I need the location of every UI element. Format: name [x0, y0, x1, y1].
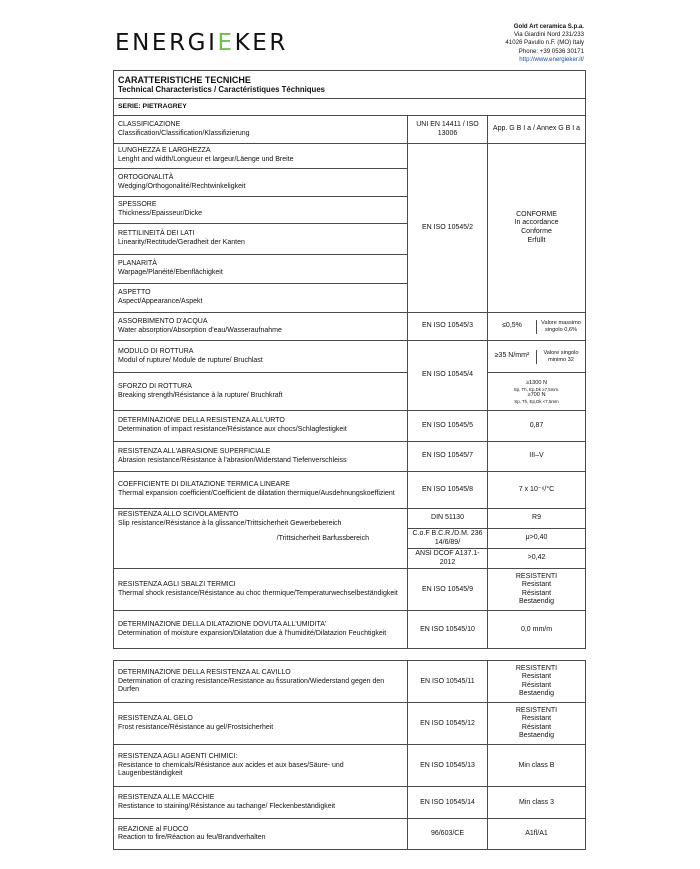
address-phone: Phone: +39 0536 30171 — [518, 47, 584, 55]
table-row: COEFFICIENTE DI DILATAZIONE TERMICA LINEARE Thermal expansion coefficient/Coefficient de dilatation thermique/Ausdehnungskoeffizient EN ISO 10545/8 7 x 10⁻⁶/°C — [114, 472, 586, 509]
series-name: SERIE: PIETRAGREY — [114, 99, 586, 116]
website-link[interactable]: http://www.energieker.it/ — [519, 55, 584, 63]
table-row: RESISTENZA AGLI AGENTI CHIMICI: Resistance to chemicals/Résistance aux acides et aux bases/Säure- und Laugenbeständigkeit EN ISO 10545/13 Min class B — [114, 745, 586, 787]
address-street: Via Giardini Nord 231/233 — [513, 31, 584, 39]
logo-accent-letter: E — [217, 30, 235, 56]
table-title: CARATTERISTICHE TECNICHE Technical Characteristics / Caractéristiques Téchniques — [114, 71, 586, 99]
table-row: DETERMINAZIONE DELLA RESISTENZA ALL'URTO Determination of impact resistance/Résistance aux chocs/Schlagfestigkeit EN ISO 10545/5 0,87 — [114, 411, 586, 442]
table-row: PLANARITÀ Warpage/Planéité/Ebenflächigkeit — [114, 255, 586, 284]
table-row: LUNGHEZZA E LARGHEZZA Lenght and width/Longueur et largeur/Läenge und Breite EN ISO 10545/2 CONFORME In accordance Conforme Erfüllt — [114, 144, 586, 169]
table-row: RESISTENZA AGLI SBALZI TERMICI Thermal shock resistance/Résistance au choc thermique/Temperaturwechselbeständigkeit EN ISO 10545/9 RESISTENTI Resistant Résistant Bestaendig — [114, 569, 586, 611]
table-row: SPESSORE Thickness/Epaisseur/Dicke — [114, 197, 586, 224]
table-row: ANSI DCOF A137.1-2012 >0,42 — [114, 549, 586, 569]
company-name: Gold Art ceramica S.p.a. — [513, 23, 584, 30]
table-row: RESISTENZA ALLO SCIVOLAMENTO Slip resistance/Résistance à la glissance/Trittsicherheit Gewerbebereich /Trittsicherheit Barfussbereich DIN 51130 R9 — [114, 509, 586, 529]
table-row: SFORZO DI ROTTURA Breaking strength/Résistance à la rupture/ Bruchkraft ≥1300 N Sp, Th, Ep,Dk ≥7,5mm. ≥700 N Sp, Th, Ep,Dk <7,5mm — [114, 373, 586, 411]
table-row: RESISTENZA ALL'ABRASIONE SUPERFICIALE Abrasion resistance/Résistance à l'abrasion/Widerstand Tiefenverschleiss EN ISO 10545/7 III–V — [114, 442, 586, 472]
table-row: REAZIONE al FUOCO Reaction to fire/Réaction au feu/Brandverhalten 96/603/CE A1fl/A1 — [114, 819, 586, 850]
table-row: ORTOGONALITÀ Wedging/Orthogonalité/Rechtwinkeligkeit — [114, 169, 586, 197]
group-conformity: CONFORME In accordance Conforme Erfüllt — [488, 144, 586, 313]
table-row: RETTILINEITÀ DEI LATI Linearity/Rectitude/Geradheit der Kanten — [114, 224, 586, 255]
company-address — [505, 23, 584, 64]
group-norm: EN ISO 10545/2 — [408, 144, 488, 313]
table-row: DETERMINAZIONE DELLA DILATAZIONE DOVUTA ALL'UMIDITA' Determination of moisture expansion/Dilatation due à l'humidité/Dilatazion Feuchtigkeit EN ISO 10545/10 0,0 mm/m — [114, 611, 586, 649]
table-row: MODULO DI ROTTURA Modul of rupture/ Module de rupture/ Bruchlast EN ISO 10545/4 ≥35 N/mm² Valore singolo minimo 32 — [114, 341, 586, 373]
technical-characteristics-table — [113, 70, 586, 850]
table-row: DETERMINAZIONE DELLA RESISTENZA AL CAVILLO Determination of crazing resistance/Resistance au fissuration/Wiederstand gegen den Durfen EN ISO 10545/11 RESISTENTI Resistant Résistant Bestaendig — [114, 661, 586, 703]
table-row: ASSORBIMENTO D'ACQUA Water absorption/Absorption d'eau/Wasseraufnahme EN ISO 10545/3 ≤0,5% Valore massimo singolo 0,6% — [114, 313, 586, 341]
table-row: RESISTENZA ALLE MACCHIE Restistance to staining/Résistance au tachange/ Fleckenbeständigkeit EN ISO 10545/14 Min class 3 — [114, 787, 586, 819]
address-city: 41026 Pavullo n.F. (MO) Italy — [505, 39, 584, 47]
table-row: CLASSIFICAZIONE Classification/Classification/Klassifizierung UNI EN 14411 / ISO 13006 App. G B I a / Annex G B I a — [114, 116, 586, 144]
table-row: RESISTENZA AL GELO Frost resistance/Résistance au gel/Frostsicherheit EN ISO 10545/12 RESISTENTI Resistant Résistant Bestaendig — [114, 703, 586, 745]
table-row: C.o.F B.C.R./D.M. 236 14/6/89/ μ>0,40 — [114, 529, 586, 549]
table-row: ASPETTO Aspect/Appearance/Aspekt — [114, 284, 586, 313]
brand-logo: ENERGIEKER — [115, 30, 289, 56]
